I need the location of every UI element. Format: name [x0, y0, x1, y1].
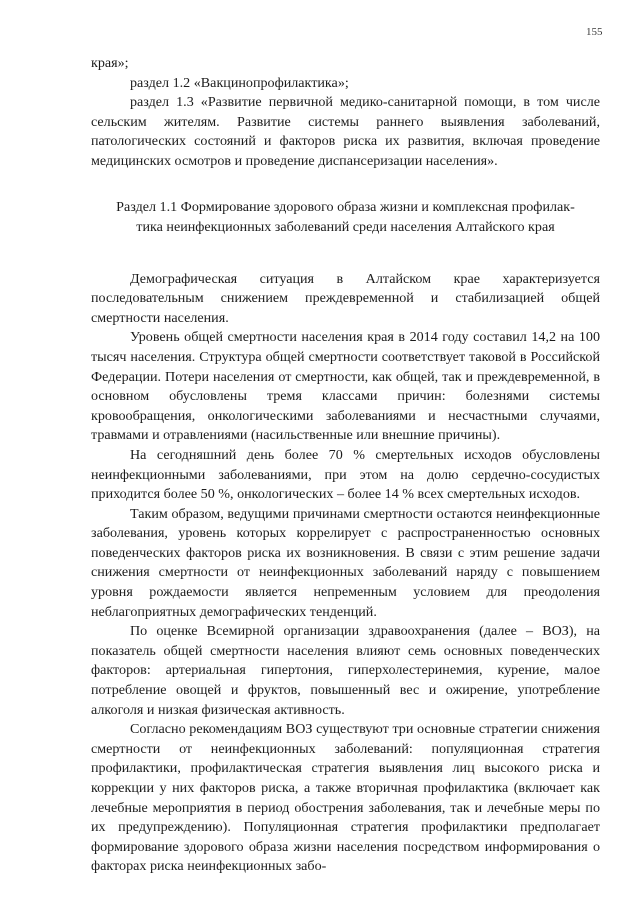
body-paragraph: На сегодняшний день более 70 % смертельных исходов обусловлены неинфекционными заболеваниями, при этом на долю сердечно-сосудистых приходится более 50 %, онкологических – более 14 % всех смертельных исходов.	[91, 446, 600, 503]
list-item: раздел 1.3 «Развитие первичной медико-санитарной помощи, в том числе сельским жителям. Развитие системы раннего выявления заболеваний, патологических состояний и факторов риска их развития, включая проведение медицинских осмотров и проведение диспансеризации населения».	[91, 94, 600, 169]
section-heading-line: тика неинфекционных заболеваний среди населения Алтайского края	[136, 218, 555, 235]
body-paragraph: Таким образом, ведущими причинами смертности остаются неинфекционные заболевания, уровень которых коррелирует с распространенностью основных поведенческих факторов риска их возникновения. В связи с этим решение задачи снижения смертности от неинфекционных заболеваний наряду с повышением уровня рождаемости является непременным условием для преодоления неблагоприятных демографических тенденций.	[91, 505, 600, 620]
body-paragraph: По оценке Всемирной организации здравоохранения (далее – ВОЗ), на показатель общей смертности населения влияют семь основных поведенческих факторов: артериальная гипертония, гиперхолестеринемия, курение, малое потребление овощей и фруктов, повышенный вес и ожирение, употребление алкоголя и низкая физическая активность.	[91, 623, 600, 718]
document-body	[91, 54, 600, 877]
page-number: 155	[586, 26, 603, 38]
body-paragraph: Согласно рекомендациям ВОЗ существуют три основные стратегии снижения смертности от неинфекционных заболеваний: популяционная стратегия профилактики, профилактическая стратегия выявления лиц высокого риска и коррекции у них факторов риска, а также вторичная профилактика (включает как лечебные мероприятия в период обострения заболевания, так и лечебные меры по их предупреждению). Популяционная стратегия профилактики предполагает формирование здорового образа жизни населения посредством информирования о факторах риска неинфекционных забо-	[91, 721, 600, 875]
list-item: раздел 1.2 «Вакцинопрофилактика»;	[130, 74, 349, 91]
section-heading-line: Раздел 1.1 Формирование здорового образа жизни и комплексная профилак-	[116, 198, 575, 215]
body-paragraph: Уровень общей смертности населения края в 2014 году составил 14,2 на 100 тысяч населения. Структура общей смертности соответствует таковой в Российской Федерации. Потери населения от смертности, как общей, так и преждевременной, в основном обусловлены тремя классами причин: болезнями системы кровообращения, онкологическими заболеваниями и несчастными случаями, травмами и отравлениями (насильственные или внешние причины).	[91, 329, 600, 444]
section-heading	[91, 197, 600, 237]
continuation-text: края»;	[91, 55, 129, 71]
body-paragraph: Демографическая ситуация в Алтайском крае характеризуется последовательным снижением преждевременной и стабилизацией общей смертности населения.	[91, 270, 600, 326]
